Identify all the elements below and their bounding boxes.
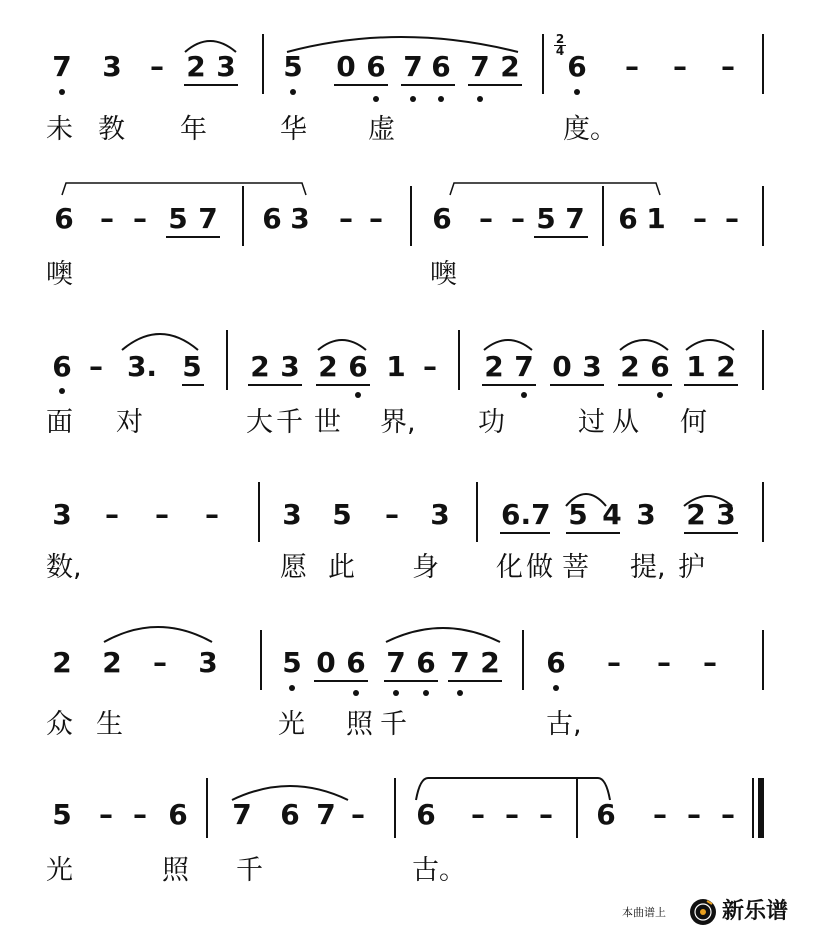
lyric-char: 界,	[380, 407, 416, 438]
lyric-char: 照	[346, 709, 373, 740]
lyric-char: 化	[496, 552, 523, 583]
note: –	[423, 350, 437, 383]
lyric-char: 世	[314, 407, 341, 438]
note: 2	[686, 498, 706, 531]
note: –	[351, 798, 365, 831]
note: 7	[316, 798, 336, 831]
note: 6	[650, 350, 670, 383]
lyric-char: 千	[236, 855, 263, 886]
lyric-char: 数,	[46, 552, 82, 583]
note: –	[725, 202, 739, 235]
note: 5	[52, 798, 72, 831]
note: 0	[552, 350, 572, 383]
lyric-char: 古。	[412, 855, 466, 886]
note: –	[153, 646, 167, 679]
note: –	[369, 202, 383, 235]
note: –	[89, 350, 103, 383]
note: 2	[500, 50, 520, 83]
note: 2	[186, 50, 206, 83]
note: 3	[216, 50, 236, 83]
lyric-char: 众	[46, 709, 73, 740]
note: 1	[646, 202, 666, 235]
lyric-char: 噢	[430, 259, 457, 290]
note: 7	[386, 646, 406, 679]
note: 6	[168, 798, 188, 831]
brand-name[interactable]: 新乐谱	[722, 899, 789, 924]
note: 2	[52, 646, 72, 679]
note: –	[539, 798, 553, 831]
lyric-char: 身	[412, 552, 439, 583]
lyric-char: 千	[380, 709, 407, 740]
note: –	[505, 798, 519, 831]
note: 5	[283, 50, 303, 83]
note: –	[653, 798, 667, 831]
lyric-char: 做	[526, 552, 553, 583]
note: 6	[431, 50, 451, 83]
lyric-char: 古,	[546, 709, 582, 740]
note: 2	[620, 350, 640, 383]
lyric-char: 愿	[280, 552, 307, 583]
note: –	[479, 202, 493, 235]
note: –	[105, 498, 119, 531]
barline	[576, 778, 578, 838]
note: 0	[336, 50, 356, 83]
note: 7	[52, 50, 72, 83]
lyric-char: 光	[278, 709, 305, 740]
note: –	[703, 646, 717, 679]
lyric-char: 大	[246, 407, 273, 438]
barline	[394, 778, 396, 838]
note: 3	[582, 350, 602, 383]
time-signature: 2 4	[555, 32, 565, 58]
note: 2	[318, 350, 338, 383]
note: –	[625, 50, 639, 83]
note: 6	[52, 350, 72, 383]
note: 3	[430, 498, 450, 531]
barline	[206, 778, 208, 838]
lyric-char: 何	[680, 407, 707, 438]
note: 7	[470, 50, 490, 83]
note: 6	[618, 202, 638, 235]
lyric-char: 此	[328, 552, 355, 583]
note: 7	[198, 202, 218, 235]
note: 6	[348, 350, 368, 383]
note: –	[133, 798, 147, 831]
final-barline-thick	[758, 778, 764, 838]
lyric-char: 功	[478, 407, 505, 438]
note: 5	[536, 202, 556, 235]
note: –	[721, 798, 735, 831]
note: 3	[716, 498, 736, 531]
lyric-char: 护	[678, 552, 705, 583]
note: –	[205, 498, 219, 531]
lyric-char: 提,	[630, 552, 666, 583]
note: 3	[280, 350, 300, 383]
lyric-char: 华	[280, 114, 307, 145]
note: 6	[262, 202, 282, 235]
note: 6	[54, 202, 74, 235]
note: –	[385, 498, 399, 531]
note: –	[150, 50, 164, 83]
note: –	[511, 202, 525, 235]
note: 5	[332, 498, 352, 531]
note: –	[687, 798, 701, 831]
note: –	[693, 202, 707, 235]
note: 3	[636, 498, 656, 531]
note: 4	[602, 498, 622, 531]
note: 6	[416, 646, 436, 679]
note: –	[657, 646, 671, 679]
note: –	[133, 202, 147, 235]
note: –	[471, 798, 485, 831]
lyric-char: 光	[46, 855, 73, 886]
note: –	[607, 646, 621, 679]
lyric-char: 对	[116, 407, 143, 438]
note: –	[100, 202, 114, 235]
lyric-char: 度。	[563, 114, 617, 145]
note: 2	[484, 350, 504, 383]
lyric-char: 千	[276, 407, 303, 438]
note: 6	[432, 202, 452, 235]
note: 7	[232, 798, 252, 831]
note: 7	[450, 646, 470, 679]
note: 6	[346, 646, 366, 679]
lyric-char: 面	[46, 407, 73, 438]
lyric-char: 虚	[368, 114, 395, 145]
note: –	[721, 50, 735, 83]
note: –	[99, 798, 113, 831]
note: 6	[366, 50, 386, 83]
note: 5	[282, 646, 302, 679]
note: 5	[568, 498, 588, 531]
note: 5	[168, 202, 188, 235]
final-barline-thin	[752, 778, 754, 838]
note: 3	[102, 50, 122, 83]
note: –	[673, 50, 687, 83]
note: 2	[716, 350, 736, 383]
note: 2	[480, 646, 500, 679]
note: 6	[280, 798, 300, 831]
note: 1	[386, 350, 406, 383]
note: 3	[52, 498, 72, 531]
note: 6	[567, 50, 587, 83]
music-disc-icon	[688, 897, 718, 927]
note: 2	[250, 350, 270, 383]
lyric-char: 从	[612, 407, 639, 438]
lyric-char: 年	[180, 114, 207, 145]
lyric-char: 生	[96, 709, 123, 740]
note: 5	[182, 350, 202, 383]
lyric-char: 过	[578, 407, 605, 438]
note: 2	[102, 646, 122, 679]
note: 3	[282, 498, 302, 531]
note: 7	[403, 50, 423, 83]
note: 6	[596, 798, 616, 831]
note: 6	[416, 798, 436, 831]
lyric-char: 噢	[46, 259, 73, 290]
source-label: 本曲谱上	[622, 906, 666, 919]
note: 7	[565, 202, 585, 235]
note: 6.7	[501, 498, 551, 531]
note: 3	[290, 202, 310, 235]
note: 6	[546, 646, 566, 679]
note: 3.	[126, 350, 158, 383]
lyric-char: 教	[98, 114, 125, 145]
note: –	[339, 202, 353, 235]
note: 1	[686, 350, 706, 383]
lyric-char: 照	[162, 855, 189, 886]
note: –	[155, 498, 169, 531]
lyric-char: 未	[46, 114, 73, 145]
note: 3	[198, 646, 218, 679]
lyric-char: 菩	[562, 552, 589, 583]
note: 0	[316, 646, 336, 679]
note: 7	[514, 350, 534, 383]
